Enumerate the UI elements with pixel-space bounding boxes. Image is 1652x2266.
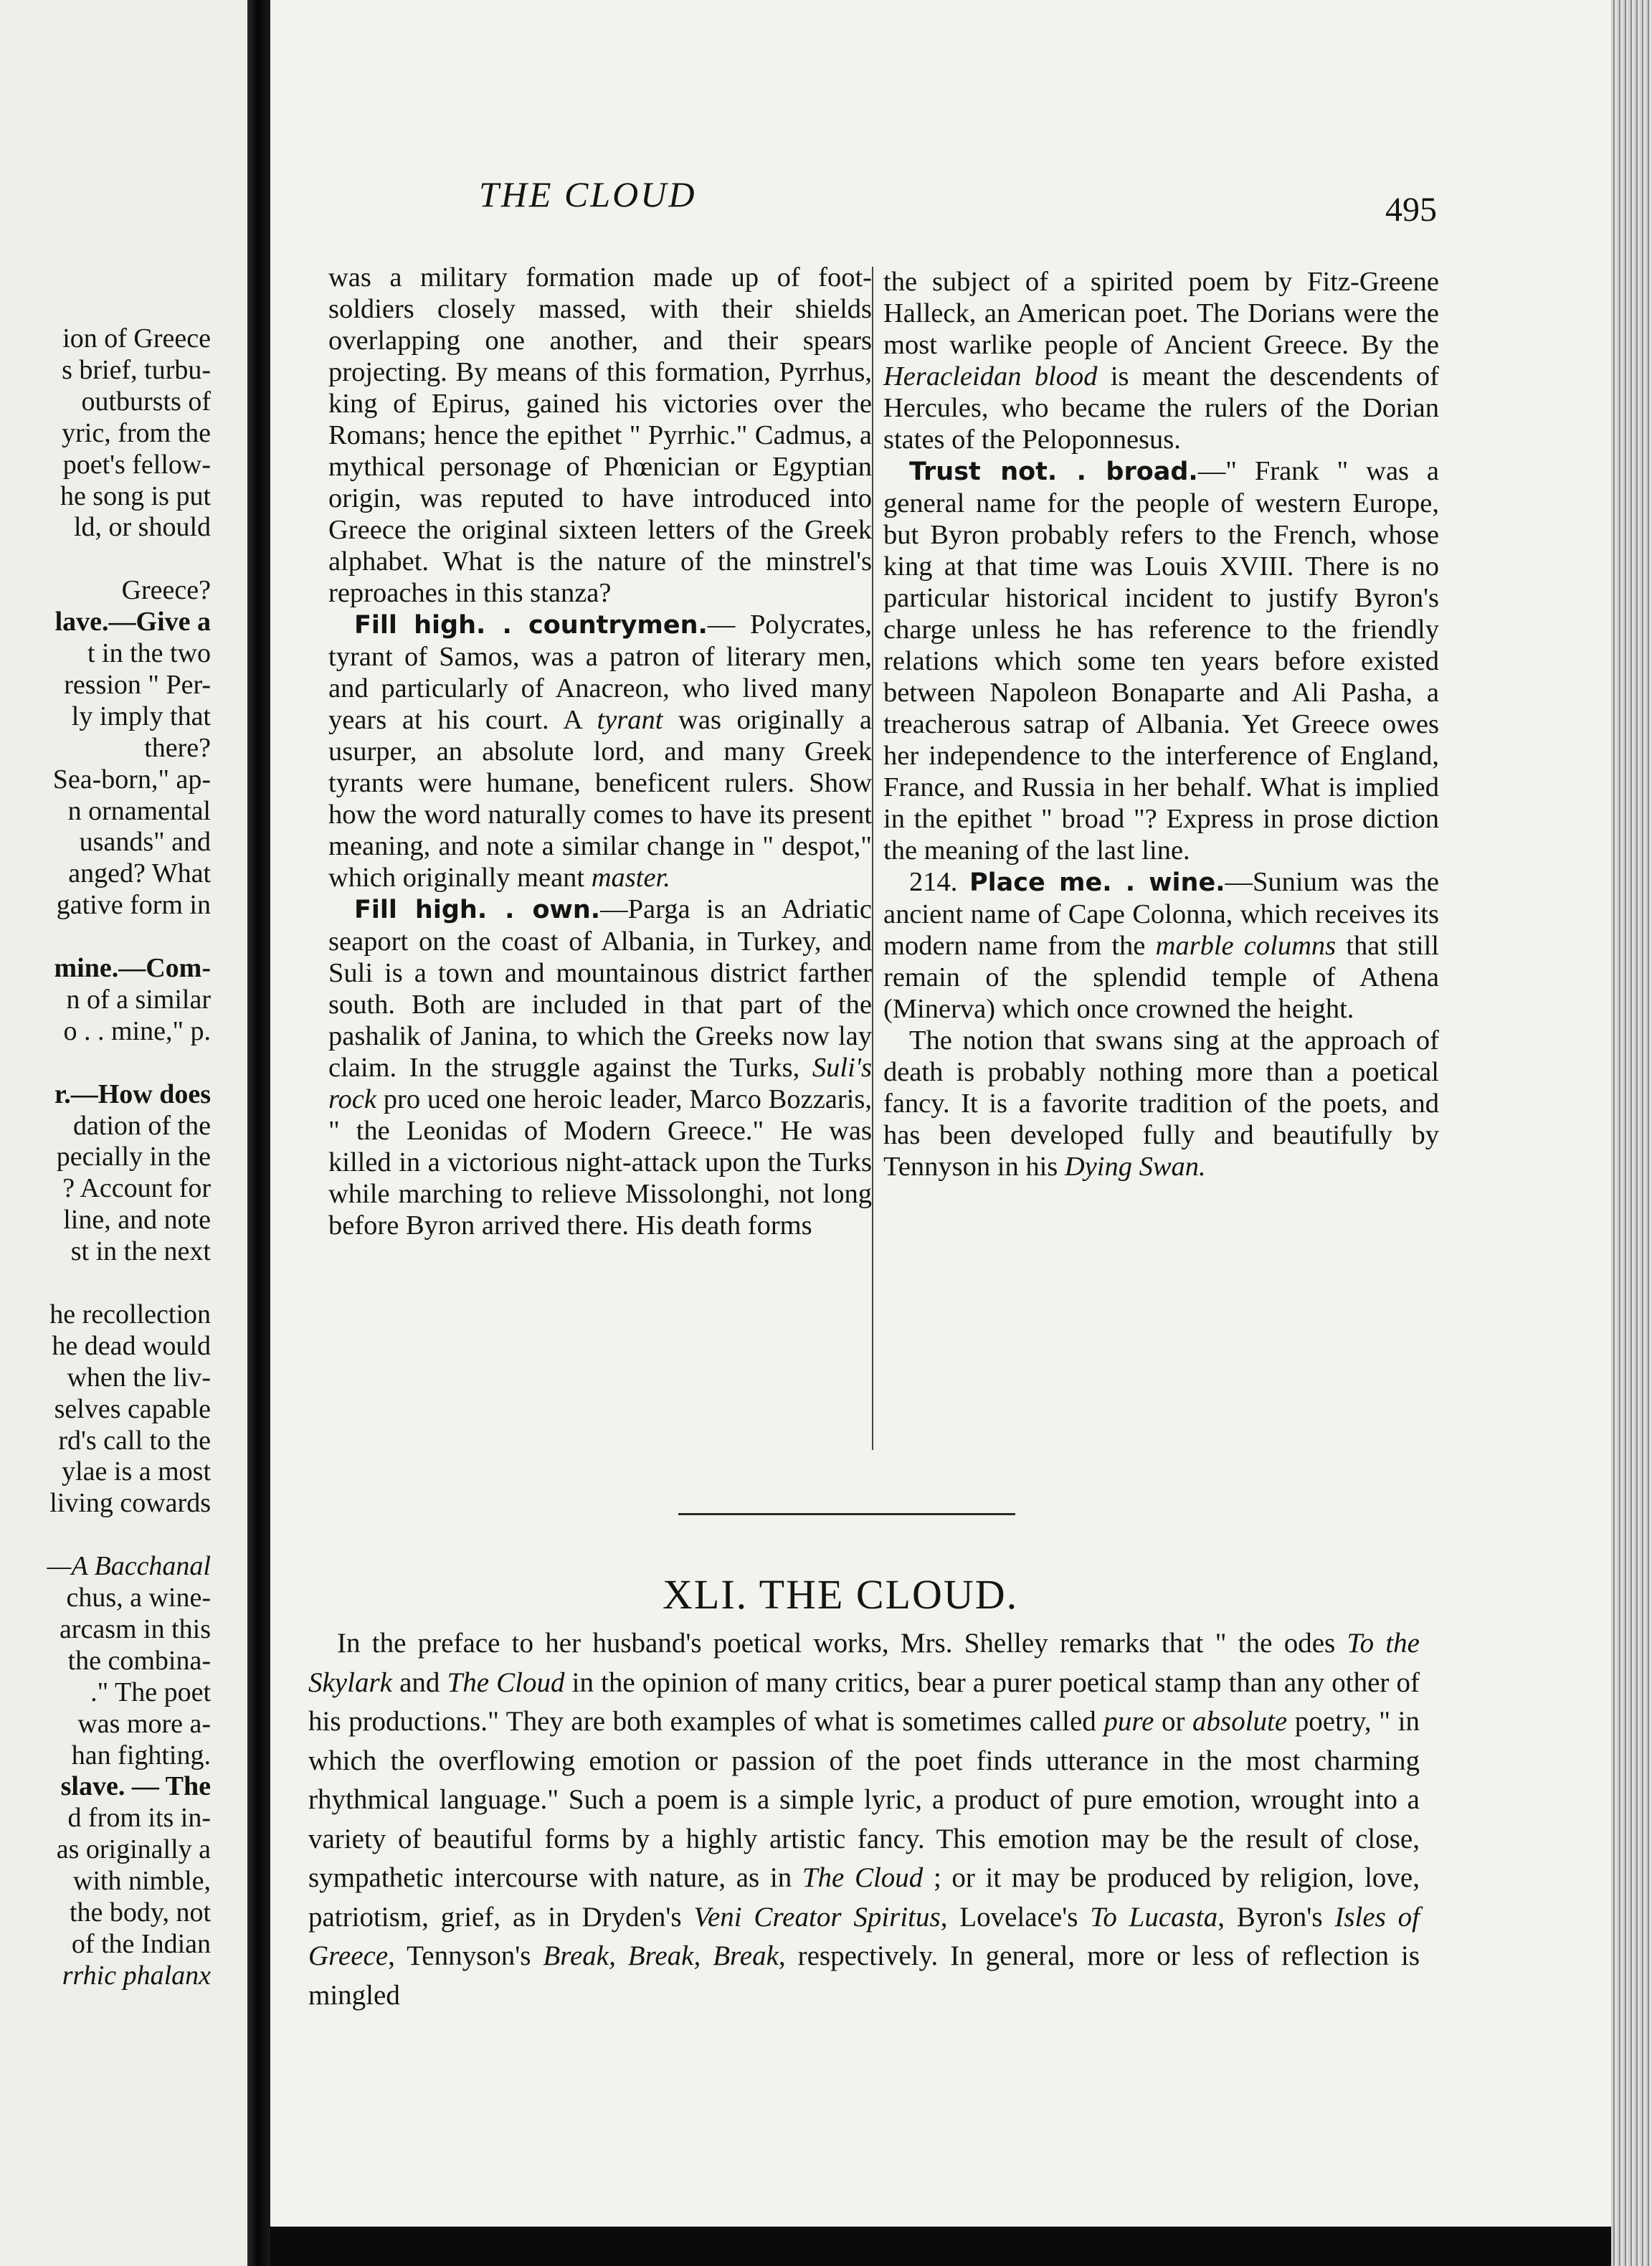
facing-page-line: the combina- [67, 1645, 211, 1676]
note-paragraph: Fill high. . own.—Parga is an Adriatic seaport on the coast of Albania, in Turkey, and Suli is a town and mountainous district farther south. Both are included in that part of the pashalik of Janina, to which the Greeks now lay claim. In the struggle against the Turks, Suli's rock pro uced one heroic leader, Marco Bozzaris, " the Leonidas of Modern Greece." He was killed in a victorious night-attack upon the Turks while marching to relieve Missolonghi, not long before Byron arrived there. His death forms [328, 894, 872, 1241]
facing-page-line: t in the two [87, 638, 211, 668]
facing-page-line: n of a similar [66, 984, 211, 1015]
facing-page-line: ly imply that [71, 701, 211, 731]
running-head: THE CLOUD [479, 174, 697, 214]
facing-page-line: living cowards [49, 1488, 211, 1519]
note-lemma: Fill high. . own. [354, 896, 601, 924]
facing-page-line: ." The poet [90, 1677, 211, 1707]
facing-page-line: with nimble, [72, 1866, 211, 1897]
facing-page-line: he song is put [60, 480, 211, 511]
note-lemma: Place me. . wine. [969, 868, 1225, 897]
facing-page-line: r.—How does [54, 1079, 211, 1109]
note-paragraph: 214. Place me. . wine.—Sunium was the ancient name of Cape Colonna, which receives its modern name from the marble columns that still remain of the splendid temple of Athena (Minerva) which once crowned the height. [883, 867, 1440, 1024]
facing-page-line: he dead would [52, 1330, 211, 1361]
note-paragraph: Fill high. . countrymen.— Polycrates, tyrant of Samos, was a patron of literary men, and particularly of Anacreon, who lived many years at his court. A tyrant was originally a usurper, an absolute lord, and many Greek tyrants were humane, beneficent rulers. Show how the word naturally comes to have its present meaning, and note a similar change in " despot," which originally meant master. [328, 610, 872, 893]
facing-page-line: Greece? [121, 575, 211, 606]
note-paragraph: The notion that swans sing at the approach of death is probably nothing more than a poetical fancy. It is a favorite tradition of the poets, and has been developed fully and beautifully by Tennyson in his Dying Swan. [883, 1025, 1439, 1182]
section-title: XLI. THE CLOUD. [663, 1571, 1019, 1618]
facing-page-line: outbursts of [81, 386, 211, 417]
note-lemma: Trust not. . broad. [909, 458, 1198, 486]
facing-page-line: ylae is a most [62, 1456, 211, 1487]
facing-page-line: gative form in [56, 890, 211, 921]
facing-page-line: line, and note [63, 1205, 211, 1236]
note-paragraph: the subject of a spirited poem by Fitz-Greene Halleck, an American poet. The Dorians were the most warlike people of Ancient Greece. By the Heracleidan blood is meant the descendents of Hercules, who became the rulers of the Dorian states of the Peloponnesus. [883, 267, 1440, 455]
facing-page-line: poet's fellow- [62, 449, 211, 480]
facing-page-line: selves capable [54, 1393, 211, 1424]
note-paragraph: was a military formation made up of foot-soldiers closely massed, with their shields overlapping one another, and their spears projecting. By means of this formation, Pyrrhus, king of Epirus, gained his victories over the Romans; hence the epithet " Pyrrhic." Cadmus, a mythical personage of Phœnician or Egyptian origin, was reputed to have introduced into Greece the original sixteen letters of the Greek alphabet. What is the nature of the minstrel's reproaches in this stanza? [328, 262, 872, 608]
section-divider [678, 1513, 1015, 1515]
facing-page-line: of the Indian [71, 1928, 211, 1959]
facing-page-line: —A Bacchanal [47, 1551, 211, 1582]
note-lemma: Fill high. . countrymen. [354, 611, 708, 640]
page-edges [1611, 0, 1652, 2266]
facing-page-line: slave. — The [60, 1771, 211, 1802]
facing-page-line: rrhic phalanx [62, 1960, 211, 1991]
facing-page-line: lave.—Give a [54, 607, 211, 637]
facing-page-line: ? Account for [62, 1173, 211, 1204]
facing-page-line: usands" and [79, 827, 211, 858]
facing-page-line: ion of Greece [62, 323, 211, 354]
facing-page-line: ression " Per- [64, 669, 211, 700]
facing-page-left [0, 0, 247, 2266]
notes-column-2 [883, 266, 1439, 1182]
facing-page-line: han fighting. [71, 1740, 211, 1770]
facing-page-line: chus, a wine- [66, 1583, 211, 1613]
note-paragraph: Trust not. . broad.—" Frank " was a general name for the people of western Europe, but Byron probably refers to the French, whose king at that time was Louis XVIII. There is no particular historical incident to justify Byron's charge unless he has reference to the friendly relations which some ten years before existed between Napoleon Bonaparte and Ali Pasha, a treacherous satrap of Albania. Yet Greece owes her independence to the interference of England, France, and Russia in her behalf. What is implied in the epithet " broad "? Express in prose diction the meaning of the last line. [883, 456, 1439, 866]
intro-paragraph: In the preface to her husband's poetical works, Mrs. Shelley remarks that " the odes To the Skylark and The Cloud in the opinion of many critics, bear a purer poetical stamp than any other of his productions." They are both examples of what is sometimes called pure or absolute poetry, " in which the overflowing emotion or passion of the poet finds utterance in the most charming rhythmical language." Such a poem is a simple lyric, a product of pure emotion, wrought into a variety of beautiful forms by a highly artistic fancy. This emotion may be the result of close, sympathetic intercourse with nature, as in The Cloud ; or it may be produced by religion, love, patriotism, grief, as in Dryden's Veni Creator Spiritus, Lovelace's To Lucasta, Byron's Isles of Greece, Tennyson's Break, Break, Break, respectively. In general, more or less of reflection is mingled [308, 1628, 1420, 2011]
facing-page-line: ld, or should [73, 512, 211, 543]
facing-page-line: mine.—Com- [54, 953, 211, 983]
facing-page-line: there? [144, 732, 211, 763]
facing-page-line: st in the next [70, 1236, 211, 1267]
facing-page-line: rd's call to the [58, 1425, 211, 1456]
line-number: 214. [909, 867, 958, 897]
column-rule [872, 267, 873, 1450]
facing-page-line: arcasm in this [59, 1613, 211, 1644]
facing-page-line: as originally a [56, 1834, 211, 1865]
facing-page-line: when the liv- [67, 1362, 211, 1393]
facing-page-line: anged? What [68, 858, 211, 889]
facing-page-line: n ornamental [67, 795, 211, 826]
book-gutter [247, 0, 270, 2266]
facing-page-line: yric, from the [62, 417, 211, 448]
facing-page-line: was more a- [77, 1708, 211, 1739]
facing-page-line: pecially in the [56, 1142, 211, 1172]
facing-page-line: o . . mine," p. [63, 1015, 211, 1046]
facing-page-line: the body, not [69, 1897, 211, 1928]
facing-page-line: Sea-born," ap- [52, 764, 211, 795]
notes-column-1 [328, 262, 872, 1241]
page-number: 495 [1385, 191, 1437, 229]
facing-page-line: d from its in- [67, 1803, 211, 1834]
facing-page-line: he recollection [49, 1299, 211, 1329]
bottom-shadow [270, 2227, 1611, 2266]
facing-page-line: dation of the [72, 1110, 211, 1141]
facing-page-line: s brief, turbu- [62, 354, 211, 385]
